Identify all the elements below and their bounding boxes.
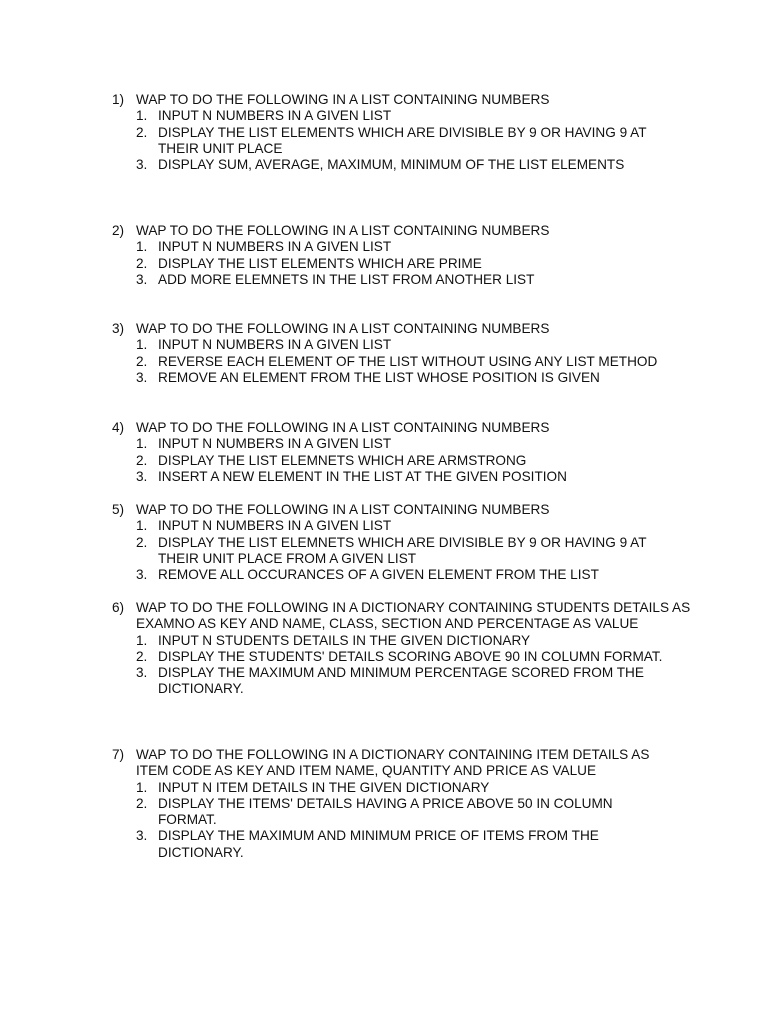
list-item-text: INPUT N NUMBERS IN A GIVEN LIST [158,337,392,353]
list-item-text: DISPLAY THE MAXIMUM AND MINIMUM PRICE OF ITEMS FROM THE DICTIONARY. [158,828,599,860]
list-item-text: REMOVE AN ELEMENT FROM THE LIST WHOSE POSITION IS GIVEN [158,369,600,385]
list-item-text: INPUT N NUMBERS IN A GIVEN LIST [158,108,392,124]
question-text: WAP TO DO THE FOLLOWING IN A DICTIONARY CONTAINING STUDENTS DETAILS AS EXAMNO AS KEY AND NAME, CLASS, SECTION AND PERCENTAGE AS VALUE [136,600,691,632]
list-item: 3. DISPLAY THE MAXIMUM AND MINIMUM PERCENTAGE SCORED FROM THE DICTIONARY. [136,665,692,698]
question-6 [112,600,692,698]
list-item: 2. DISPLAY THE STUDENTS' DETAILS SCORING ABOVE 90 IN COLUMN FORMAT. [136,649,692,665]
list-item: 3. DISPLAY THE MAXIMUM AND MINIMUM PRICE OF ITEMS FROM THE DICTIONARY. [136,828,672,861]
list-item-text: DISPLAY THE LIST ELEMENTS WHICH ARE PRIME [158,255,482,271]
list-item: 1. INPUT N NUMBERS IN A GIVEN LIST [136,108,672,124]
list-item: 2. DISPLAY THE LIST ELEMENTS WHICH ARE DIVISIBLE BY 9 OR HAVING 9 AT THEIR UNIT PLACE [136,125,672,158]
list-item-text: DISPLAY THE LIST ELEMENTS WHICH ARE DIVISIBLE BY 9 OR HAVING 9 AT THEIR UNIT PLACE [158,124,647,156]
sub-list [112,518,672,583]
list-item: 2. DISPLAY THE LIST ELEMENTS WHICH ARE PRIME [136,256,712,272]
question-number: 1) [112,92,125,107]
list-item: 1. INPUT N NUMBERS IN A GIVEN LIST [136,436,712,452]
question-text: WAP TO DO THE FOLLOWING IN A LIST CONTAINING NUMBERS [136,223,550,238]
question-3 [112,321,712,386]
question-2 [112,223,712,288]
question-7 [112,747,672,861]
list-item: 1. INPUT N ITEM DETAILS IN THE GIVEN DICTIONARY [136,780,672,796]
question-text: WAP TO DO THE FOLLOWING IN A LIST CONTAINING NUMBERS [136,321,550,336]
list-item: 1. INPUT N NUMBERS IN A GIVEN LIST [136,518,672,534]
list-item-text: DISPLAY THE STUDENTS' DETAILS SCORING ABOVE 90 IN COLUMN FORMAT. [158,648,663,664]
list-item-text: INSERT A NEW ELEMENT IN THE LIST AT THE GIVEN POSITION [158,468,567,484]
list-item-text: DISPLAY SUM, AVERAGE, MAXIMUM, MINIMUM OF THE LIST ELEMENTS [158,157,625,173]
list-item-text: DISPLAY THE ITEMS' DETAILS HAVING A PRICE ABOVE 50 IN COLUMN FORMAT. [158,795,613,828]
list-item: 1. INPUT N STUDENTS DETAILS IN THE GIVEN DICTIONARY [136,633,692,649]
list-item: 2. DISPLAY THE LIST ELEMNETS WHICH ARE ARMSTRONG [136,453,712,469]
list-item: 3. ADD MORE ELEMNETS IN THE LIST FROM ANOTHER LIST [136,272,712,288]
question-number: 6) [112,600,125,615]
list-item: 3. INSERT A NEW ELEMENT IN THE LIST AT THE GIVEN POSITION [136,469,712,485]
list-item-text: DISPLAY THE MAXIMUM AND MINIMUM PERCENTAGE SCORED FROM THE DICTIONARY. [158,665,644,697]
list-item-text: DISPLAY THE LIST ELEMNETS WHICH ARE ARMSTRONG [158,452,527,468]
question-number: 3) [112,321,125,336]
question-4 [112,420,712,485]
question-5 [112,502,672,583]
list-item-text: REMOVE ALL OCCURANCES OF A GIVEN ELEMENT FROM THE LIST [158,567,599,583]
question-text: WAP TO DO THE FOLLOWING IN A LIST CONTAINING NUMBERS [136,420,550,435]
sub-list [112,108,672,173]
list-item-text: INPUT N NUMBERS IN A GIVEN LIST [158,436,392,452]
question-text: WAP TO DO THE FOLLOWING IN A LIST CONTAINING NUMBERS [136,92,550,107]
list-item-text: INPUT N NUMBERS IN A GIVEN LIST [158,518,392,534]
list-item: 1. INPUT N NUMBERS IN A GIVEN LIST [136,239,712,255]
list-item-text: DISPLAY THE LIST ELEMNETS WHICH ARE DIVISIBLE BY 9 OR HAVING 9 AT THEIR UNIT PLACE FROM A GIVEN LIST [158,534,647,566]
question-text: WAP TO DO THE FOLLOWING IN A LIST CONTAINING NUMBERS [136,502,550,517]
list-item-text: REVERSE EACH ELEMENT OF THE LIST WITHOUT USING ANY LIST METHOD [158,353,658,369]
question-number: 5) [112,502,125,517]
question-number: 4) [112,420,125,435]
sub-list [112,337,712,386]
sub-list [112,436,712,485]
question-1 [112,92,672,173]
question-text: WAP TO DO THE FOLLOWING IN A DICTIONARY CONTAINING ITEM DETAILS AS ITEM CODE AS KEY AND ITEM NAME, QUANTITY AND PRICE AS VALUE [136,747,650,779]
list-item-text: ADD MORE ELEMNETS IN THE LIST FROM ANOTHER LIST [158,271,535,287]
list-item-text: INPUT N STUDENTS DETAILS IN THE GIVEN DICTIONARY [158,632,531,648]
list-item: 2. DISPLAY THE LIST ELEMNETS WHICH ARE DIVISIBLE BY 9 OR HAVING 9 AT THEIR UNIT PLACE FROM A GIVEN LIST [136,535,672,568]
list-item: 1. INPUT N NUMBERS IN A GIVEN LIST [136,337,712,353]
list-item: 3. REMOVE ALL OCCURANCES OF A GIVEN ELEMENT FROM THE LIST [136,567,672,583]
list-item: 2. DISPLAY THE ITEMS' DETAILS HAVING A PRICE ABOVE 50 IN COLUMN FORMAT. [136,796,672,829]
list-item-text: INPUT N NUMBERS IN A GIVEN LIST [158,239,392,255]
list-item-text: INPUT N ITEM DETAILS IN THE GIVEN DICTIONARY [158,779,490,795]
list-item: 3. DISPLAY SUM, AVERAGE, MAXIMUM, MINIMUM OF THE LIST ELEMENTS [136,157,672,173]
question-number: 7) [112,747,125,762]
list-item: 3. REMOVE AN ELEMENT FROM THE LIST WHOSE POSITION IS GIVEN [136,370,712,386]
question-number: 2) [112,223,125,238]
sub-list [112,239,712,288]
list-item: 2. REVERSE EACH ELEMENT OF THE LIST WITHOUT USING ANY LIST METHOD [136,354,712,370]
sub-list [112,633,692,698]
sub-list [112,780,672,861]
